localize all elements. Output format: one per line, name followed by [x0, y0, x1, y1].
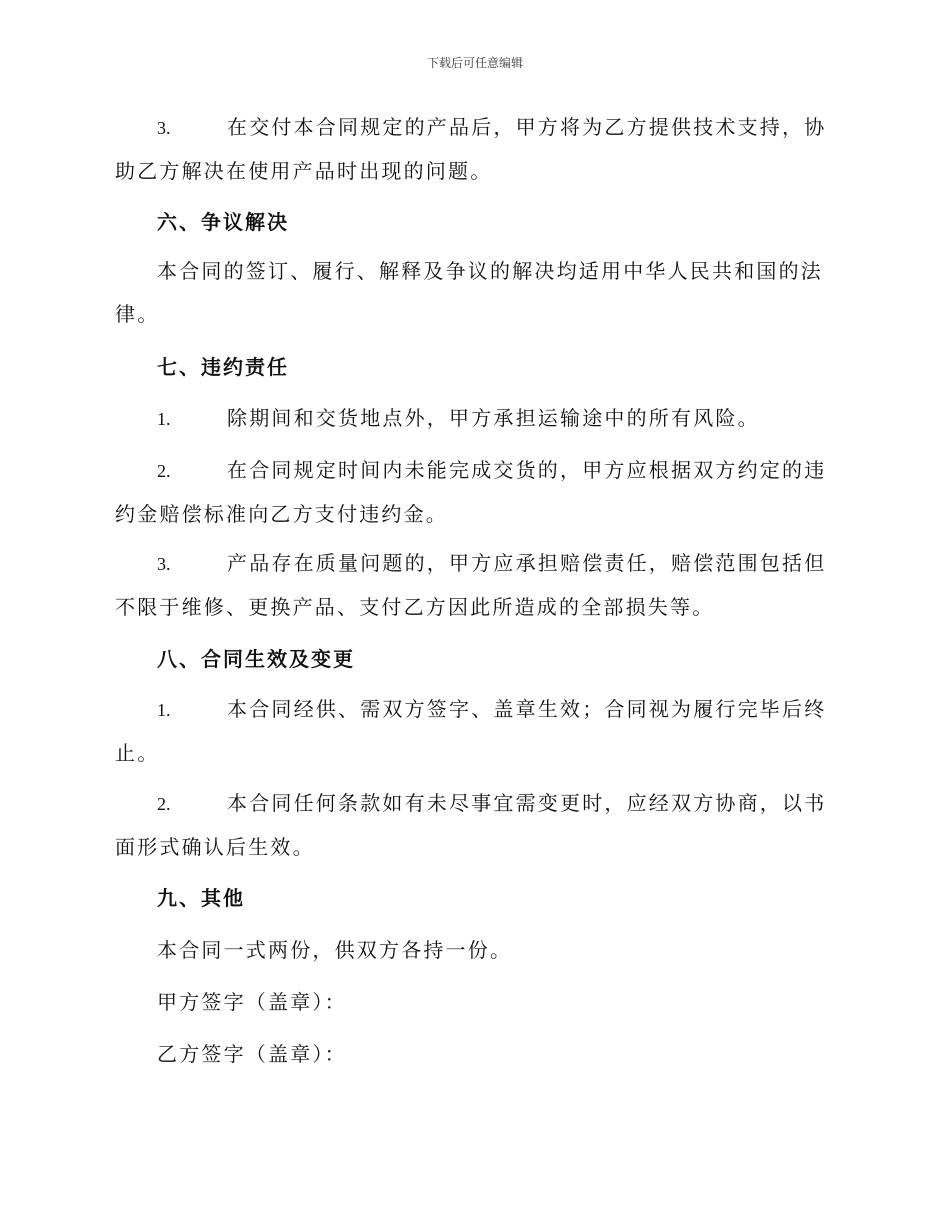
item-text: 在交付本合同规定的产品后，甲方将为乙方提供技术支持，协助乙方解决在使用产品时出现的问题。: [115, 115, 827, 183]
clause-8-item-2: [115, 782, 835, 869]
clause-7-item-1: [115, 397, 835, 441]
clause-7-item-2: [115, 449, 835, 536]
page-header: 下载后可任意编辑: [426, 56, 523, 70]
clause-5-item-3: [115, 106, 835, 193]
item-text: 本合同经供、需双方签字、盖章生效；合同视为履行完毕后终止。: [115, 697, 827, 765]
item-number: 2.: [157, 794, 171, 814]
clause-7-item-3: [115, 542, 835, 629]
item-text: 本合同任何条款如有未尽事宜需变更时，应经双方协商，以书面形式确认后生效。: [115, 791, 827, 859]
item-number: 3.: [157, 118, 171, 138]
party-a-signature-line: 甲方签字（盖章）：: [157, 990, 347, 1014]
section-9-text: 本合同一式两份，供双方各持一份。: [157, 938, 513, 962]
item-text: 在合同规定时间内未能完成交货的，甲方应根据双方约定的违约金赔偿标准向乙方支付违约金。: [115, 458, 827, 526]
item-number: 3.: [157, 554, 171, 574]
item-text: 除期间和交货地点外，甲方承担运输途中的所有风险。: [227, 406, 760, 430]
section-heading-9: 九、其他: [157, 886, 245, 910]
item-number: 2.: [157, 461, 171, 481]
item-text: 产品存在质量问题的，甲方应承担赔偿责任，赔偿范围包括但不限于维修、更换产品、支付乙方因此所造成的全部损失等。: [115, 551, 827, 619]
section-6-text: 本合同的签订、履行、解释及争议的解决均适用中华人民共和国的法律。: [115, 259, 823, 326]
section-heading-7: 七、违约责任: [157, 355, 289, 379]
item-number: 1.: [157, 409, 171, 429]
clause-8-item-1: [115, 688, 835, 775]
item-number: 1.: [157, 700, 171, 720]
party-b-signature-line: 乙方签字（盖章）：: [157, 1042, 347, 1066]
section-heading-6: 六、争议解决: [157, 210, 289, 234]
section-heading-8: 八、合同生效及变更: [157, 647, 355, 671]
